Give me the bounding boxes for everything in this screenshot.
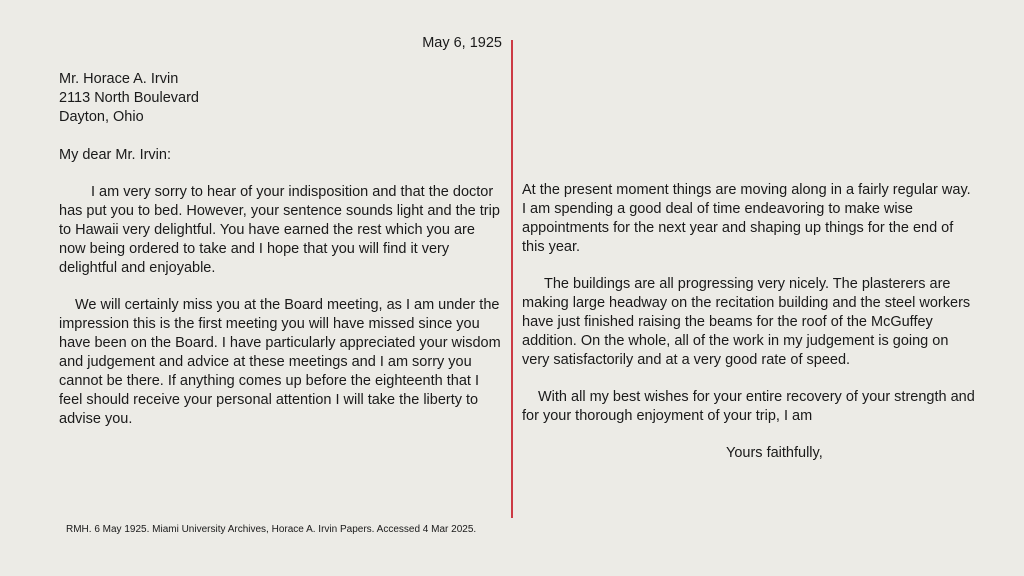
source-citation: RMH. 6 May 1925. Miami University Archives, Horace A. Irvin Papers. Accessed 4 Mar 2025. bbox=[66, 524, 477, 535]
letter-date: May 6, 1925 bbox=[422, 35, 502, 51]
paragraph-board-meeting: We will certainly miss you at the Board meeting, as I am under the impression this is the first meeting you will have missed since you have been on the Board. I have particularly appreciated your wisdom and judgement and advice at these meetings and I am sorry you cannot be there. If anything comes up before the eighteenth that I feel should receive your personal attention I will take the liberty to advise you. bbox=[59, 297, 501, 427]
recipient-name: Mr. Horace A. Irvin bbox=[59, 71, 179, 87]
recipient-city: Dayton, Ohio bbox=[59, 109, 144, 125]
letter-left-column bbox=[59, 70, 501, 429]
paragraph-present-moment: At the present moment things are moving along in a fairly regular way. I am spending a good deal of time endeavoring to make wise appointments for the next year and shaping up things for the end of this year. bbox=[522, 182, 971, 255]
letter-right-column bbox=[522, 181, 978, 426]
salutation: My dear Mr. Irvin: bbox=[59, 147, 171, 163]
closing-line: Yours faithfully, bbox=[726, 445, 823, 461]
paragraph-buildings: The buildings are all progressing very nicely. The plasterers are making large headway on the recitation building and the steel workers have just finished raising the beams for the roof of the McGuffey addition. On the whole, all of the work in my judgement is going on very satisfactorily and at a very good rate of speed. bbox=[522, 276, 971, 368]
paragraph-best-wishes: With all my best wishes for your entire recovery of your strength and for your thorough enjoyment of your trip, I am bbox=[522, 389, 975, 424]
recipient-street: 2113 North Boulevard bbox=[59, 90, 199, 106]
column-divider bbox=[511, 40, 513, 518]
recipient-address bbox=[59, 70, 501, 127]
paragraph-indisposition: I am very sorry to hear of your indisposition and that the doctor has put you to bed. However, your sentence sounds light and the trip to Hawaii very delightful. You have earned the rest which you are now being ordered to take and I hope that you will find it very delightful and enjoyable. bbox=[59, 184, 500, 276]
